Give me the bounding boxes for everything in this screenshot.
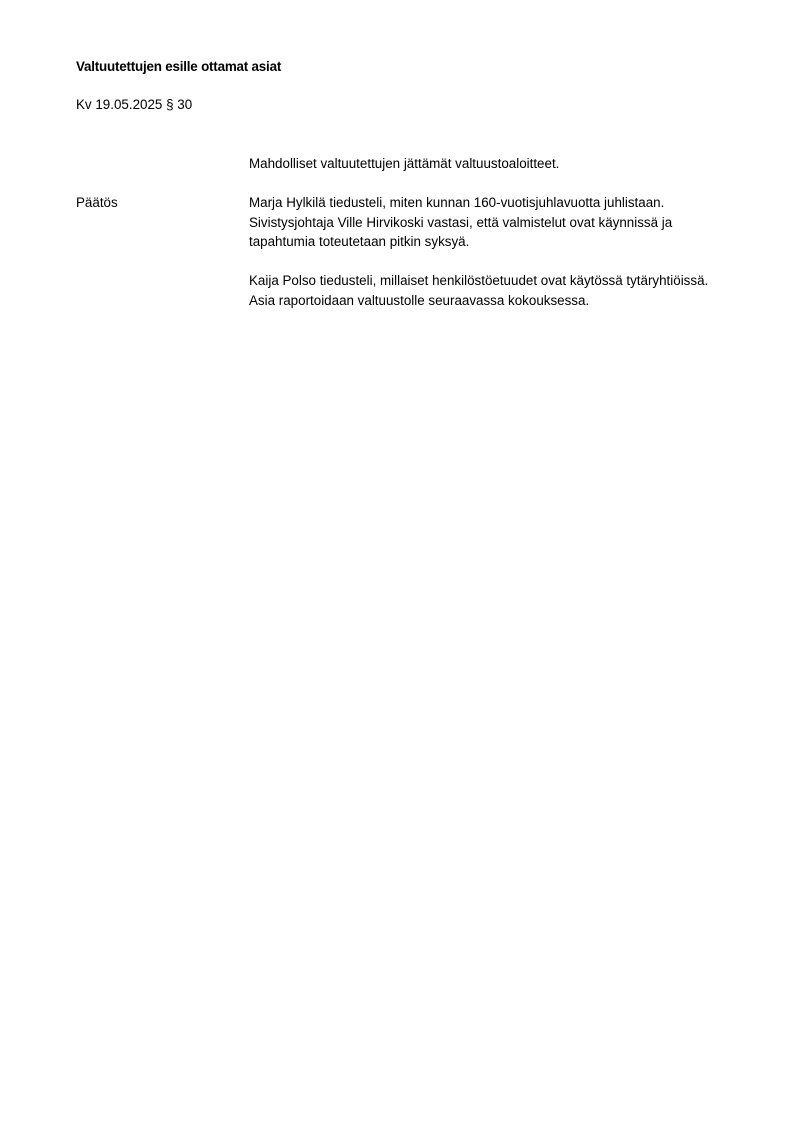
paragraph-line: Sivistysjohtaja Ville Hirvikoski vastasi, että valmistelut ovat käynnissä ja [249, 214, 673, 230]
decision-paragraph-1 [249, 193, 769, 252]
paragraph-line: Asia raportoidaan valtuustolle seuraavassa kokouksessa. [249, 292, 590, 308]
intro-text: Mahdolliset valtuutettujen jättämät valtuustoaloitteet. [249, 156, 560, 171]
paragraph-line: Kaija Polso tiedusteli, millaiset henkilöstöetuudet ovat käytössä tytäryhtiöissä. [249, 273, 709, 288]
decision-label: Päätös [76, 195, 118, 210]
paragraph-line: tapahtumia toteutetaan pitkin syksyä. [249, 234, 470, 249]
meeting-reference: Kv 19.05.2025 § 30 [76, 97, 193, 112]
decision-paragraph-2 [249, 271, 769, 310]
section-title: Valtuutettujen esille ottamat asiat [76, 59, 282, 74]
paragraph-line: Marja Hylkilä tiedusteli, miten kunnan 160-vuotisjuhlavuotta juhlistaan. [249, 195, 665, 210]
